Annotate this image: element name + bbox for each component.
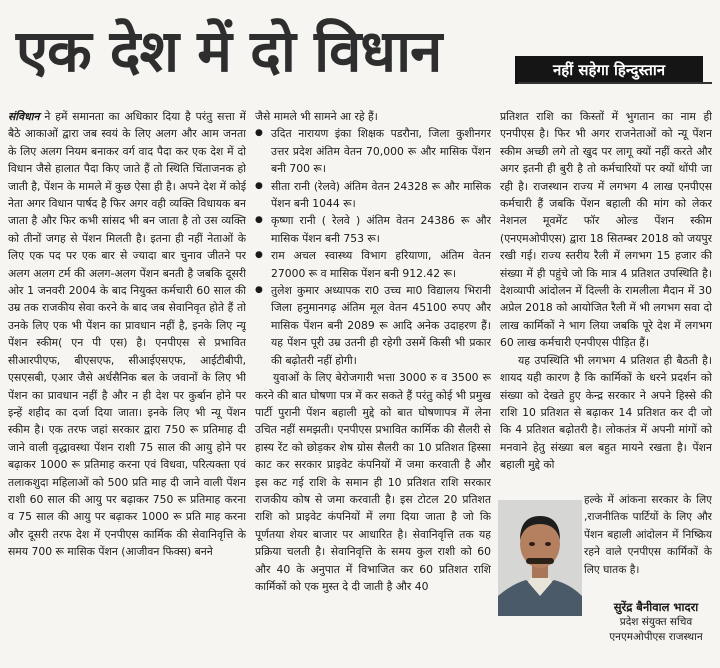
paragraph-intro xyxy=(8,108,246,561)
author-signature xyxy=(596,600,716,645)
tagline-rule xyxy=(518,82,712,84)
list-item: ● राम अचल स्वास्थ्य विभाग हरियाणा, अंतिम वेतन 27000 रू व मासिक पेंशन बनी 912.42 रू। xyxy=(255,247,491,282)
lead-word: संविधान xyxy=(8,110,40,123)
column-3 xyxy=(500,108,712,492)
author-org: एनएमओपीएस राजस्थान xyxy=(609,631,703,643)
author-portrait-icon xyxy=(498,500,582,616)
column-3-lower xyxy=(584,492,712,592)
col3-text2: यह उपस्थिति भी लगभग 4 प्रतिशत ही बैठती है। शायद यही कारण है कि कार्मिकों के धरने प्रदर्शन को संख्या को देखते हुए केन्द्र सरकार ने अपने हिस्से की राशि 10 प्रतिशत से बढ़ाकर 14 प्रतिशत कर दी जो कि 4 प्रतिशत बढ़ोतरी है। लोकतंत्र में अपनी मांगों को मनवाने हेतु संख्या बल बहुत मायने रखता है। पेंशन बहाली मुद्दे को xyxy=(500,353,712,472)
author-photo xyxy=(498,500,582,616)
author-name: सुरेंद्र बैनीवाल भादरा xyxy=(613,600,699,614)
headline: एक देश में दो विधान xyxy=(16,17,442,85)
tagline-box: नहीं सहेगा हिन्दुस्तान xyxy=(515,56,703,84)
col3-text: प्रतिशत राशि का किस्तों में भुगतान का नाम ही एनपीएस है। फिर भी अगर राजनेताओं को न्यू पेंशन स्कीम अच्छी लगे तो खुद पर लागू क्यों नहीं करते और अगर इतनी ही बुरी है तो कर्मचारियों पर क्यों थोंपी जा रही है। राजस्थान राज्य में लगभग 4 लाख एनपीएस कर्मचारी हैं जबकि पेंशन बहाली की मांग को लेकर नेशनल मूवमेंट फॉर ओल्ड पेंशन स्कीम (एनएमओपीएस) द्वारा 18 सितम्बर 2018 को जयपुर रखी गई। राज्य स्तरीय रैली में लगभग 15 हजार की संख्या में ही पहुंचे जो कि मात्र 4 प्रतिशत उपस्थिति है। देशव्यापी आंदोलन में दिल्ली के रामलीला मैदान में 30 अप्रेल 2018 को आयोजित रैली में भी लगभग सवा दो लाख कार्मिकों ने भाग लिया जबकि पूरे देश में लगभग 60 लाख कर्मचारी एनपीएस पीड़ित हैं। xyxy=(500,110,712,350)
col1-text: ने हमें समानता का अधिकार दिया है परंतु सत्ता में बैठे आकाओं द्वारा जब स्वयं के लिए अलग और आम जनता के लिए अलग नियम बनाकर वर्ग वाद पैदा कर एक देश में दो विधान जैसे हालात पैदा किए जाते हैं तो स्थिति चिंताजनक हो जाती है, पेंशन के मामले में कुछ ऐसा ही है। अपने देश में कोई नेता अगर विधान पार्षद है फिर अगर वही व्यक्ति विधायक बन जाता है और फिर कभी सांसद भी बन जाता है तो उस व्यक्ति को तीनों जगह से पेंशन मिलती है। इतना ही नहीं नेताओं के लिए एक पद पर एक बार से ज्यादा बार चुनाव जीतने पर अलग अलग टर्म की अलग-अलग पेंशन बनती है जबकि दूसरी ओर 1 जनवरी 2004 के बाद नियुक्त कर्मचारी 60 साल की उम्र तक राजकीय सेवा करने के बाद जब सेवानिवृत होते हैं तो उनके लिए एक भी पेंशन का प्रावधान नहीं है, इनके लिए न्यू पेंशन स्कीम( एन पी एस) है। एनपीएस से प्रभावित सीआरपीएफ, बीएसएफ, सीआईएसएफ, आईटीबीपी, एसएसबी, एआर जैसे अर्धसैनिक बल के जवानों के लिए भी पेंशन का प्रावधान नहीं है और न ही देश पर कुर्बान होने पर इन्हें शहीद का दर्जा दिया जाता। इनके लिए भी न्यू पेंशन स्कीम है। एक तरफ जहां सरकार द्वारा 750 रू प्रतिमाह दी जाने वाली वृद्धावस्था पेंशन राशी 75 साल की आयु होने पर बढ़ाकर 1000 रू प्रतिमाह करना एवं विधवा, परित्यक्ता एवं तलाकशुदा महिलाओं को 500 प्रति माह दी जाने वाली पेंशन राशी 60 साल की आयु पर बढ़ाकर 750 रू प्रतिमाह करना व 75 साल की आयु पर बढ़ाकर 1000 रू प्रति माह करना और दूसरी तरफ देश में एनपीएस कार्मिक की सेवानिवृत्ति के समय 700 रू मासिक पेंशन (आजीवन फिक्स) बनने xyxy=(8,110,246,559)
col2-intro: जैसे मामले भी सामने आ रहे हैं। xyxy=(255,110,378,123)
list-item: ● सीता रानी (रेलवे) अंतिम वेतन 24328 रू और मासिक पेंशन बनी 1044 रू। xyxy=(255,178,491,213)
example-list xyxy=(255,125,491,369)
column-2 xyxy=(255,108,491,668)
column-1 xyxy=(8,108,246,668)
col2-text: युवाओं के लिए बेरोजगारी भत्ता 3000 रु व 3500 रू करने की बात घोषणा पत्र में कर सकते हैं परंतु कोई भी प्रमुख पार्टी पुरानी पेंशन बहाली मुद्दे को बात घोषणापत्र में लेना उचित नहीं समझती। एनपीएस प्रभावित कार्मिक की सैलरी से हास्य रेंट को छोड़कर शेष ग्रोस सैलरी का 10 प्रतिशत हिस्सा काट कर सरकार प्राइवेट कंपनियों में जमा करवाती है और इस कट गई राशि के समान ही 10 प्रतिशत राशि सरकार राजकीय कोष से जमा करवाती है। इस टोटल 20 प्रतिशत राशि को प्राइवेट कंपनियों में लगा दिया जाता है जो कि पूर्णतया शेयर बाजार पर आधारित है। सेवानिवृत्ति तक यह प्रक्रिया चलती है। सेवानिवृत्ति के समय कुल राशी को 60 और 40 के अनुपात में विभाजित कर 60 प्रतिशत राशि कार्मिकों को एक मुस्त दे दी जाती है और 40 xyxy=(255,371,491,593)
author-role: प्रदेश संयुक्त सचिव xyxy=(619,616,693,628)
list-item: ● उदित नारायण इंका शिक्षक पडरौना, जिला कुशीनगर उत्तर प्रदेश अंतिम वेतन 70,000 रू और मासिक पेंशन बनी 700 रू। xyxy=(255,125,491,177)
list-item: ● कृष्णा रानी ( रेलवे ) अंतिम वेतन 24386 रू और मासिक पेंशन बनी 753 रू। xyxy=(255,212,491,247)
list-item: ● तुलेश कुमार अध्यापक रा0 उच्च मा0 विद्यालय भिरानी जिला हनुमानगढ़ अंतिम मूल वेतन 45100 रुपए और मासिक पेंशन बनी 2089 रू आदि अनेक उदाहरण हैं। यह पेंशन पूरी उम्र उतनी ही रहेगी उसमें किसी भी प्रकार की बढ़ोतरी नहीं होगी। xyxy=(255,282,491,369)
col3-text3: हल्के में आंकना सरकार के लिए ,राजनीतिक पार्टियों के लिए और पेंशन बहाली आंदोलन में निष्क्रिय रहने वाले एनपीएस कार्मिकों के लिए घातक है। xyxy=(584,494,712,576)
